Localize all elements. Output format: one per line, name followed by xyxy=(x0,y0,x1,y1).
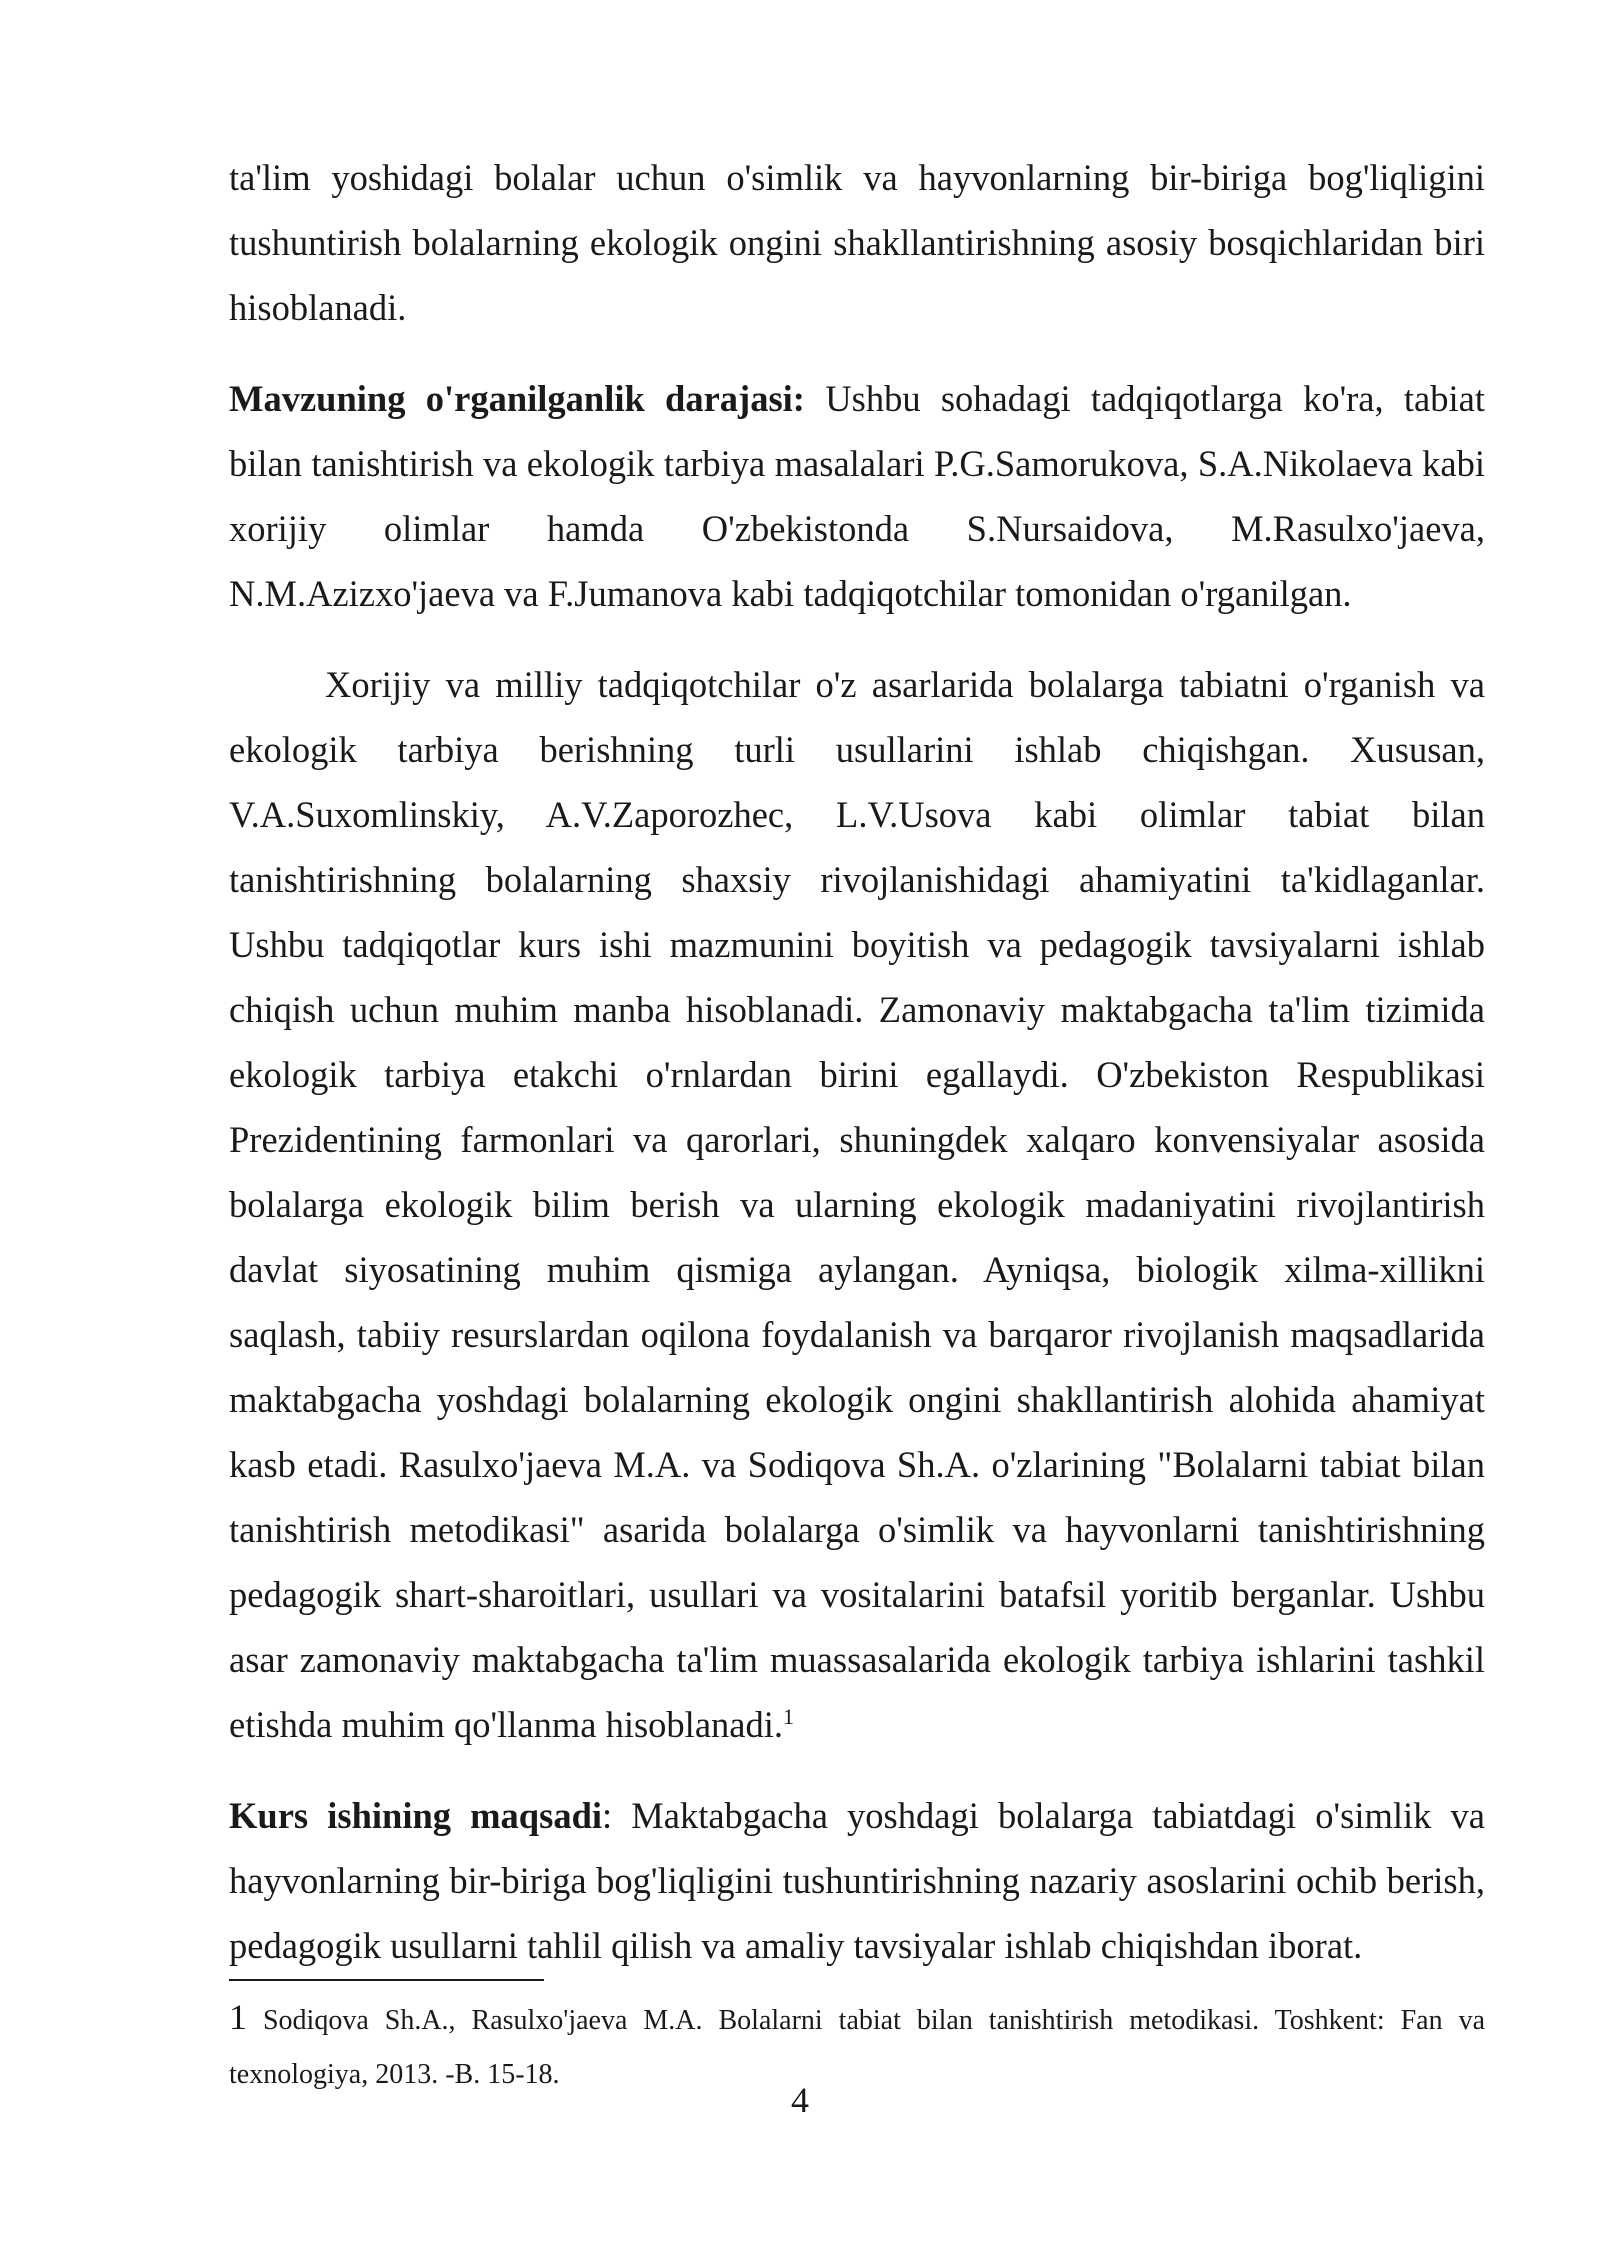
researchers-text: Xorijiy va milliy tadqiqotchilar o'z asarlarida bolalarga tabiatni o'rganish va ekologik tarbiya berishning turli usullarini ishlab chiqishgan. Xususan, V.A.Suxomlinskiy, A.V.Zaporozhec, L.V.Usova kabi olimlar tabiat bilan tanishtirishning bolalarning shaxsiy rivojlanishidagi ahamiyatini ta'kidlaganlar. Ushbu tadqiqotlar kurs ishi mazmunini boyitish va pedagogik tavsiyalarni ishlab chiqish uchun muhim manba hisoblanadi. Zamonaviy maktabgacha ta'lim tizimida ekologik tarbiya etakchi o'rnlardan birini egallaydi. O'zbekiston Respublikasi Prezidentining farmonlari va qarorlari, shuningdek xalqaro konvensiyalar asosida bolalarga ekologik bilim berish va ularning ekologik madaniyatini rivojlantirish davlat siyosatining muhim qismiga aylangan. Ayniqsa, biologik xilma-xillikni saqlash, tabiiy resurslardan oqilona foydalanish va barqaror rivojlanish maqsadlarida maktabgacha yoshdagi bolalarning ekologik ongini shakllantirish alohida ahamiyat kasb etadi. Rasulxo'jaeva M.A. va Sodiqova Sh.A. o'zlarining "Bolalarni tabiat bilan tanishtirish metodikasi" asarida bolalarga o'simlik va hayvonlarni tanishtirishning pedagogik shart-sharoitlari, usullari va vositalarini batafsil yoritib berganlar. Ushbu asar zamonaviy maktabgacha ta'lim muassasalarida ekologik tarbiya ishlarini tashkil etishda muhim qo'llanma hisoblanadi. xyxy=(229,664,1485,1745)
paragraph-course-goal xyxy=(229,1783,1485,1978)
course-goal-text: : Maktabgacha yoshdagi bolalarga tabiatdagi o'simlik va hayvonlarning bir-biriga bog'liqligini tushuntirishning nazariy asoslarini ochib berish, pedagogik usullarni tahlil qilish va amaliy tavsiyalar ishlab chiqishdan iborat. xyxy=(229,1795,1485,1966)
page-body xyxy=(229,145,1485,1978)
research-degree-heading: Mavzuning o'rganilganlik darajasi: xyxy=(229,378,805,419)
course-goal-heading: Kurs ishining maqsadi xyxy=(229,1795,603,1836)
footnote-reference[interactable]: 1 xyxy=(783,1703,794,1729)
page-number: 4 xyxy=(791,2080,809,2120)
footnote-number: 1 xyxy=(229,1997,247,2037)
footnote-text: Sodiqova Sh.A., Rasulxo'jaeva M.A. Bolalarni tabiat bilan tanishtirish metodikasi. Toshkent: Fan va texnologiya, 2013. -B. 15-18. xyxy=(229,2005,1485,2090)
footnote-separator xyxy=(229,1979,544,1981)
paragraph-intro-continuation: ta'lim yoshidagi bolalar uchun o'simlik va hayvonlarning bir-biriga bog'liqligini tushuntirish bolalarning ekologik ongini shakllantirishning asosiy bosqichlaridan biri hisoblanadi. xyxy=(229,157,1485,328)
research-degree-text: Ushbu sohadagi tadqiqotlarga ko'ra, tabiat bilan tanishtirish va ekologik tarbiya masalalari P.G.Samorukova, S.A.Nikolaeva kabi xorijiy olimlar hamda O'zbekistonda S.Nursaidova, M.Rasulxo'jaeva, N.M.Azizxo'jaeva va F.Jumanova kabi tadqiqotchilar tomonidan o'rganilgan. xyxy=(229,378,1485,614)
paragraph-researchers xyxy=(229,652,1485,1757)
paragraph-research-degree xyxy=(229,366,1485,626)
